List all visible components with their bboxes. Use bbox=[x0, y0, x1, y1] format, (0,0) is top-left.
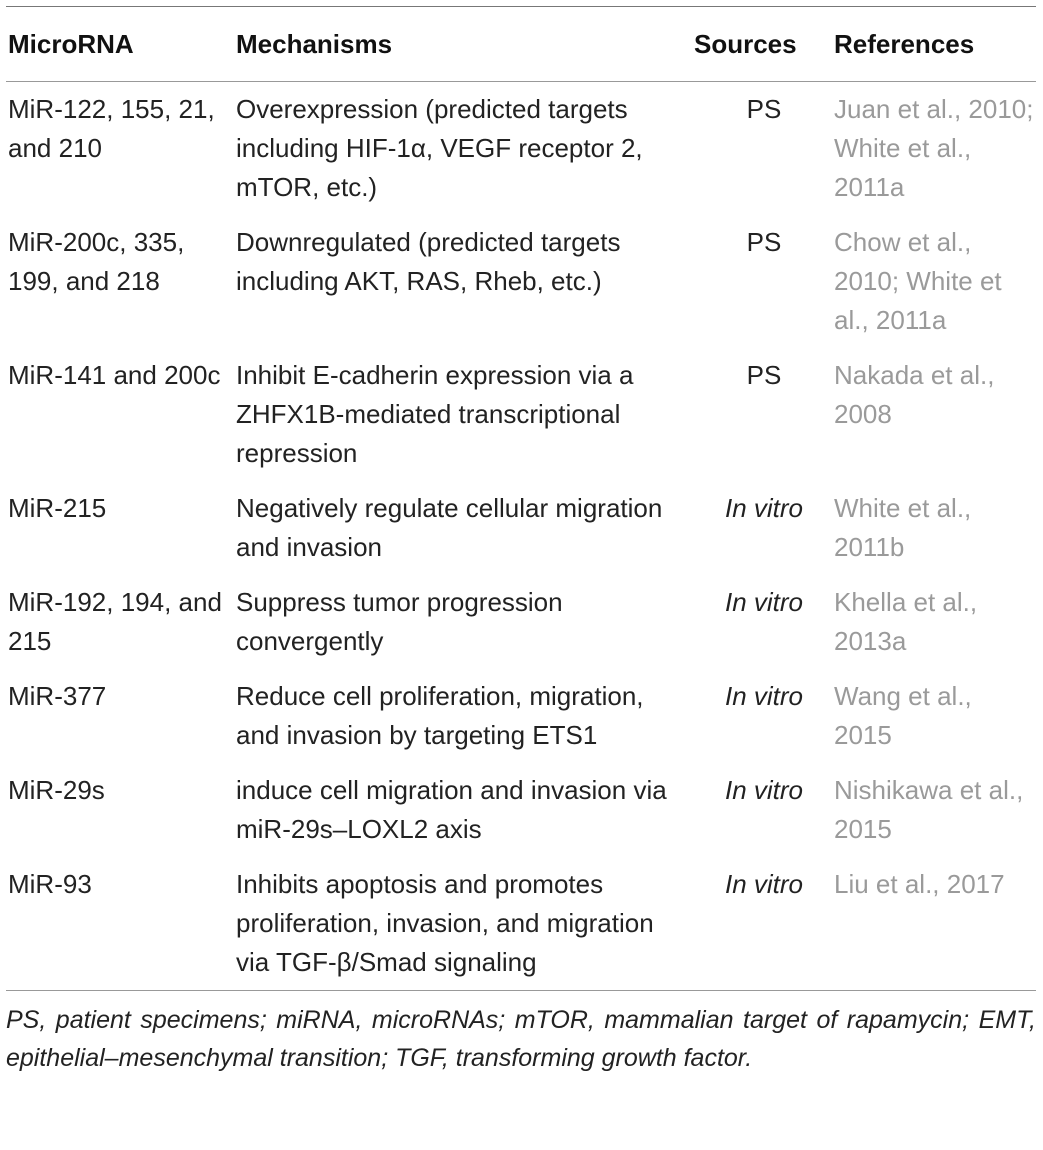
cell-reference: Wang et al., 2015 bbox=[834, 681, 972, 750]
cell-reference: Nishikawa et al., 2015 bbox=[834, 775, 1024, 844]
cell-source: In vitro bbox=[724, 493, 804, 523]
cell-mechanism: Inhibits apoptosis and promotes proliferation, invasion, and migration via TGF-β/Smad signaling bbox=[236, 869, 654, 977]
cell-mechanism: Suppress tumor progression convergently bbox=[236, 587, 563, 656]
table-row bbox=[6, 481, 1036, 575]
cell-source: PS bbox=[746, 360, 782, 390]
cell-mechanism: Downregulated (predicted targets including AKT, RAS, Rheb, etc.) bbox=[236, 227, 621, 296]
cell-reference: Nakada et al., 2008 bbox=[834, 360, 995, 429]
cell-mechanism: Reduce cell proliferation, migration, and invasion by targeting ETS1 bbox=[236, 681, 644, 750]
table-row bbox=[6, 857, 1036, 990]
cell-source: PS bbox=[746, 94, 782, 124]
cell-microrna: MiR-122, 155, 21, and 210 bbox=[8, 94, 215, 163]
cell-reference: Juan et al., 2010; White et al., 2011a bbox=[834, 94, 1034, 202]
table bbox=[6, 7, 1036, 990]
cell-source: In vitro bbox=[724, 681, 804, 711]
cell-reference: Liu et al., 2017 bbox=[834, 869, 1005, 899]
table-row bbox=[6, 348, 1036, 481]
cell-reference: Chow et al., 2010; White et al., 2011a bbox=[834, 227, 1002, 335]
header-sources: Sources bbox=[694, 29, 797, 59]
cell-source: In vitro bbox=[724, 775, 804, 805]
table-row bbox=[6, 82, 1036, 215]
table-row bbox=[6, 575, 1036, 669]
header-microrna: MicroRNA bbox=[8, 29, 134, 59]
table-row bbox=[6, 215, 1036, 348]
header-mechanisms: Mechanisms bbox=[236, 29, 393, 59]
table-body bbox=[6, 81, 1036, 990]
cell-microrna: MiR-377 bbox=[8, 681, 107, 711]
table-row bbox=[6, 763, 1036, 857]
cell-microrna: MiR-192, 194, and 215 bbox=[8, 587, 222, 656]
table-row bbox=[6, 669, 1036, 763]
cell-mechanism: Inhibit E-cadherin expression via a ZHFX1B-mediated transcriptional repression bbox=[236, 360, 634, 468]
cell-microrna: MiR-29s bbox=[8, 775, 105, 805]
mirna-table bbox=[6, 6, 1036, 1077]
cell-source: In vitro bbox=[724, 869, 804, 899]
cell-mechanism: Overexpression (predicted targets including HIF-1α, VEGF receptor 2, mTOR, etc.) bbox=[236, 94, 643, 202]
cell-microrna: MiR-93 bbox=[8, 869, 92, 899]
cell-microrna: MiR-200c, 335, 199, and 218 bbox=[8, 227, 185, 296]
header-row bbox=[6, 7, 1036, 81]
cell-reference: Khella et al., 2013a bbox=[834, 587, 978, 656]
cell-reference: White et al., 2011b bbox=[834, 493, 972, 562]
cell-microrna: MiR-215 bbox=[8, 493, 107, 523]
cell-source: PS bbox=[746, 227, 782, 257]
cell-mechanism: Negatively regulate cellular migration and invasion bbox=[236, 493, 663, 562]
cell-microrna: MiR-141 and 200c bbox=[8, 360, 221, 390]
cell-source: In vitro bbox=[724, 587, 804, 617]
cell-mechanism: induce cell migration and invasion via miR-29s–LOXL2 axis bbox=[236, 775, 667, 844]
table-footnote: PS, patient specimens; miRNA, microRNAs; mTOR, mammalian target of rapamycin; EMT, epithelial–mesenchymal transition; TGF, transforming growth factor. bbox=[6, 1006, 1036, 1072]
header-references: References bbox=[834, 29, 975, 59]
